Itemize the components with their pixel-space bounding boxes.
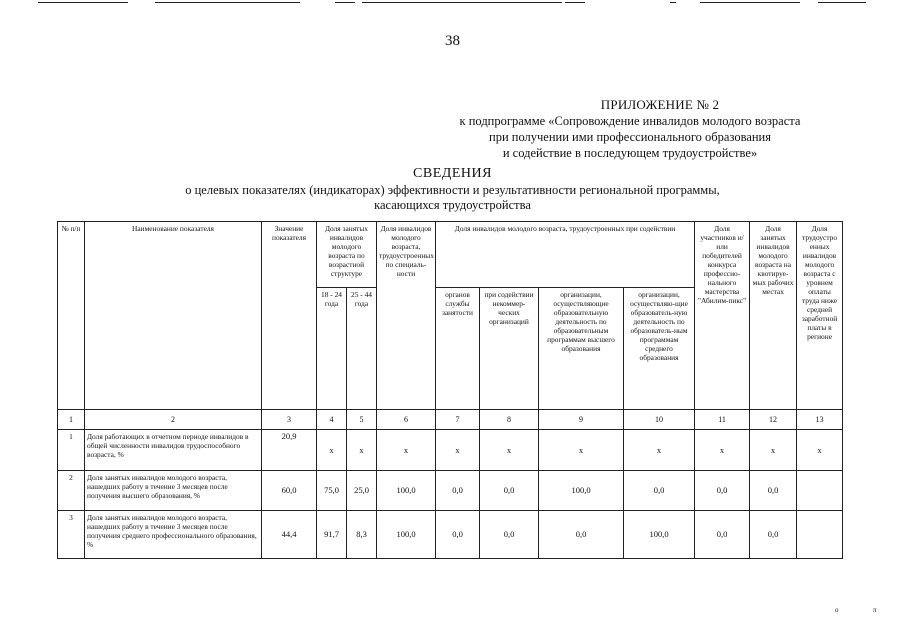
cell-age-25-44: 25,0 [347,471,377,511]
column-number: 1 [58,410,85,430]
column-numbers-row [58,410,843,430]
header-higher-education: организации, осуществляющие образовательную деятельность по образовательным программам высшего образования [539,288,624,410]
column-number: 4 [317,410,347,430]
appendix-title: ПРИЛОЖЕНИЕ № 2 [600,97,720,112]
indicator-name: Доля занятых инвалидов молодого возраста, нашедших работу в течение 3 месяцев после получения высшего образования, % [85,471,262,511]
cell-by-specialty: 100,0 [377,471,436,511]
header-value: Значение показателя [262,222,317,410]
document-subtitle-line-1: о целевых показателях (индикаторах) эффективности и результативности региональной программы, [185,183,720,197]
cell-employment-service: x [436,430,480,471]
top-rule [700,2,800,3]
cell-employment-service: 0,0 [436,471,480,511]
indicator-value: 20,9 [262,430,317,471]
header-num: № п/п [58,222,85,410]
corner-mark-right: π [873,606,877,614]
header-share-by-age: Доля занятых инвалидов молодого возраста по возрастной структуре [317,222,377,288]
column-number: 5 [347,410,377,430]
cell-nonprofit: x [480,430,539,471]
column-number: 11 [695,410,750,430]
top-rule [670,2,676,3]
header-secondary-education: организации, осуществляю-щие образователь-ную деятельность по образователь-ным программам среднего образования [624,288,695,410]
header-age-18-24: 18 - 24 года [317,288,347,410]
table-row [58,430,843,471]
cell-quota-jobs: x [750,430,797,471]
cell-nonprofit: 0,0 [480,471,539,511]
row-number: 1 [58,430,85,471]
indicator-value: 60,0 [262,471,317,511]
appendix-line-3: и содействие в последующем трудоустройстве» [502,146,758,160]
header-employment-service: органов службы занятости [436,288,480,410]
cell-low-wage [797,511,843,559]
document-subtitle-line-2: касающихся трудоустройства [374,198,531,212]
appendix-line-2: при получении ими профессионального образования [489,130,771,144]
top-rule [335,2,355,3]
cell-secondary-education: x [624,430,695,471]
document-title: СВЕДЕНИЯ [413,166,492,181]
header-quota-jobs: Доля занятых инвалидов молодого возраста на квотируе-мых рабочих местах [750,222,797,410]
cell-higher-education: 0,0 [539,511,624,559]
table-header-row [58,222,843,288]
header-name: Наименование показателя [85,222,262,410]
cell-secondary-education: 0,0 [624,471,695,511]
column-number: 12 [750,410,797,430]
indicator-value: 44,4 [262,511,317,559]
column-number: 13 [797,410,843,430]
indicator-name: Доля работающих в отчетном периоде инвалидов в общей численности инвалидов трудоспособного возраста, % [85,430,262,471]
cell-higher-education: x [539,430,624,471]
header-age-25-44: 25 - 44 года [347,288,377,410]
cell-age-25-44: x [347,430,377,471]
top-rule [362,2,562,3]
cell-abilympics: 0,0 [695,471,750,511]
row-number: 2 [58,471,85,511]
cell-by-specialty: x [377,430,436,471]
indicator-name: Доля занятых инвалидов молодого возраста, нашедших работу в течение 3 месяцев после получения среднего профессионального образования, % [85,511,262,559]
cell-age-18-24: x [317,430,347,471]
cell-higher-education: 100,0 [539,471,624,511]
cell-secondary-education: 100,0 [624,511,695,559]
top-rule [155,2,300,3]
cell-low-wage [797,471,843,511]
column-number: 3 [262,410,317,430]
top-rule [38,2,128,3]
cell-by-specialty: 100,0 [377,511,436,559]
top-rule [818,2,866,3]
header-share-by-specialty: Доля инвалидов молодого возраста, трудоустроенных по специаль-ности [377,222,436,410]
column-number: 7 [436,410,480,430]
column-number: 8 [480,410,539,430]
column-number: 9 [539,410,624,430]
corner-mark-left: ο [835,606,839,614]
table-row [58,511,843,559]
appendix-line-1: к подпрограмме «Сопровождение инвалидов молодого возраста [459,114,801,128]
header-nonprofit: при содействии некоммер-ческих организаций [480,288,539,410]
cell-employment-service: 0,0 [436,511,480,559]
table-row [58,471,843,511]
column-number: 2 [85,410,262,430]
cell-low-wage: x [797,430,843,471]
cell-age-18-24: 75,0 [317,471,347,511]
cell-quota-jobs: 0,0 [750,511,797,559]
cell-nonprofit: 0,0 [480,511,539,559]
header-abilympics: Доля участников и/или победителей конкурса профессио-нального мастерства "Абилим-пикс" [695,222,750,410]
indicators-table [57,221,843,559]
cell-quota-jobs: 0,0 [750,471,797,511]
column-number: 6 [377,410,436,430]
row-number: 3 [58,511,85,559]
cell-abilympics: x [695,430,750,471]
top-rule [565,2,585,3]
cell-age-18-24: 91,7 [317,511,347,559]
column-number: 10 [624,410,695,430]
page-number: 38 [445,33,460,49]
header-low-wage: Доля трудоустро енных инвалидов молодого возраста с уровнем оплаты труда ниже средней заработной платы в регионе [797,222,843,410]
header-share-assisted: Доля инвалидов молодого возраста, трудоустроенных при содействии [436,222,695,288]
cell-abilympics: 0,0 [695,511,750,559]
cell-age-25-44: 8,3 [347,511,377,559]
